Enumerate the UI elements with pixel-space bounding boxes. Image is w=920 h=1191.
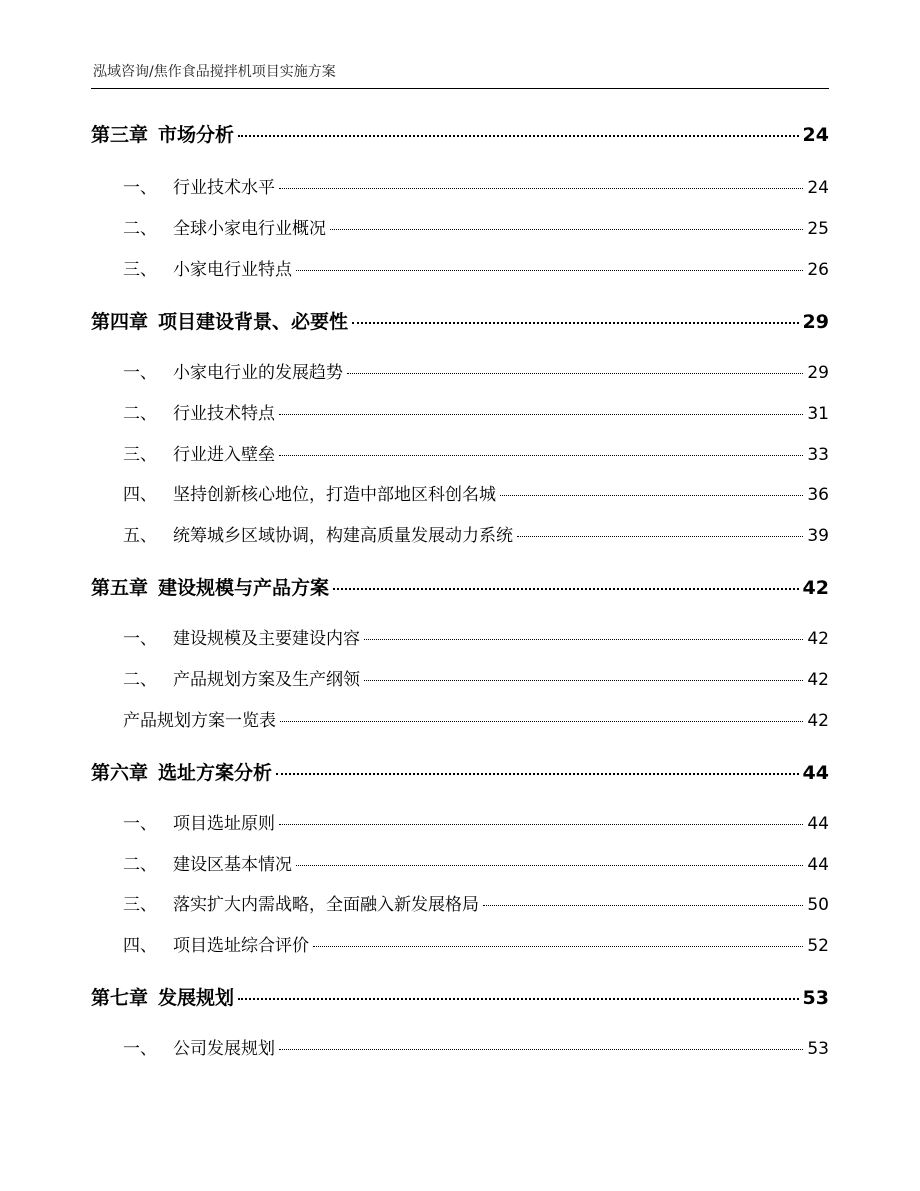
toc-section-entry[interactable]: [123, 934, 829, 958]
toc-entry-title: [91, 122, 234, 148]
toc-entry-text: 项目选址综合评价: [173, 936, 309, 956]
toc-entry-number: 第七章: [91, 987, 149, 1009]
toc-section-entry[interactable]: [123, 893, 829, 917]
toc-page-number: 53: [807, 1039, 829, 1059]
toc-entry-title: [123, 217, 326, 241]
toc-page-number: 25: [807, 219, 829, 239]
toc-entry-title: [123, 627, 360, 651]
toc-page-number: 36: [807, 485, 829, 505]
toc-entry-text: 建设规模及主要建设内容: [173, 629, 360, 649]
toc-entry-title: [123, 668, 360, 692]
toc-entry-number: 第五章: [91, 577, 149, 599]
toc-page-number: 29: [802, 311, 829, 333]
toc-entry-text: 选址方案分析: [158, 762, 273, 784]
toc-entry-text: 产品规划方案一览表: [123, 711, 276, 731]
toc-chapter-entry[interactable]: [91, 122, 829, 148]
toc-page-number: 44: [807, 855, 829, 875]
toc-page-number: 42: [807, 711, 829, 731]
dot-leader: [279, 414, 803, 415]
toc-page-number: 53: [802, 987, 829, 1009]
toc-entry-number: 三、: [123, 445, 157, 465]
toc-entry-title: [123, 893, 479, 917]
dot-leader: [279, 455, 803, 456]
toc-entry-title: [123, 361, 343, 385]
dot-leader: [280, 721, 803, 722]
toc-entry-text: 项目选址原则: [173, 814, 275, 834]
toc-entry-text: 公司发展规划: [173, 1039, 275, 1059]
toc-entry-text: 小家电行业特点: [173, 260, 292, 280]
toc-page-number: 24: [802, 124, 829, 146]
toc-section-entry[interactable]: [123, 1037, 829, 1061]
toc-entry-title: [123, 812, 275, 836]
dot-leader: [364, 639, 803, 640]
toc-entry-number: 二、: [123, 855, 157, 875]
toc-entry-number: 三、: [123, 895, 157, 915]
toc-page-number: 29: [807, 363, 829, 383]
dot-leader: [279, 1049, 803, 1050]
dot-leader: [276, 773, 799, 775]
toc-section-entry[interactable]: [123, 176, 829, 200]
toc-page-number: 44: [802, 762, 829, 784]
toc-section-entry[interactable]: [123, 443, 829, 467]
toc-entry-number: 二、: [123, 219, 157, 239]
toc-entry-text: 市场分析: [158, 124, 235, 146]
dot-leader: [238, 998, 799, 1000]
toc-section-entry[interactable]: [123, 361, 829, 385]
toc-section-entry[interactable]: [123, 709, 829, 733]
toc-entry-title: [91, 985, 234, 1011]
toc-entry-number: 二、: [123, 404, 157, 424]
toc-section-entry[interactable]: [123, 812, 829, 836]
toc-entry-number: 一、: [123, 1039, 157, 1059]
toc-page-number: 42: [807, 629, 829, 649]
toc-entry-title: [91, 760, 272, 786]
dot-leader: [333, 588, 799, 590]
dot-leader: [279, 824, 803, 825]
toc-entry-title: [123, 853, 292, 877]
toc-section-entry[interactable]: [123, 524, 829, 548]
toc-entry-text: 项目建设背景、必要性: [158, 311, 349, 333]
toc-entry-number: 五、: [123, 526, 157, 546]
toc-section-entry[interactable]: [123, 627, 829, 651]
toc-entry-title: [123, 176, 275, 200]
toc-section-entry[interactable]: [123, 668, 829, 692]
toc-entry-number: 一、: [123, 814, 157, 834]
toc-entry-text: 发展规划: [158, 987, 235, 1009]
toc-page-number: 39: [807, 526, 829, 546]
toc-entry-text: 行业技术特点: [173, 404, 275, 424]
toc-page-number: 31: [807, 404, 829, 424]
dot-leader: [517, 536, 803, 537]
dot-leader: [352, 322, 799, 324]
toc-section-entry[interactable]: [123, 853, 829, 877]
toc-page-number: 52: [807, 936, 829, 956]
toc-entry-text: 统筹城乡区域协调，构建高质量发展动力系统: [173, 526, 513, 546]
toc-page-number: 42: [807, 670, 829, 690]
toc-entry-text: 坚持创新核心地位，打造中部地区科创名城: [173, 485, 496, 505]
toc-section-entry[interactable]: [123, 217, 829, 241]
dot-leader: [279, 188, 803, 189]
running-header: 泓域咨询/焦作食品搅拌机项目实施方案: [93, 64, 336, 80]
toc-entry-title: [123, 709, 276, 733]
toc-entry-number: 第六章: [91, 762, 149, 784]
toc-chapter-entry[interactable]: [91, 575, 829, 601]
dot-leader: [296, 865, 803, 866]
toc-entry-title: [123, 483, 496, 507]
toc-page-number: 26: [807, 260, 829, 280]
toc-section-entry[interactable]: [123, 483, 829, 507]
toc-entry-title: [123, 402, 275, 426]
toc-entry-title: [91, 309, 348, 335]
toc-entry-number: 第四章: [91, 311, 149, 333]
toc-entry-title: [123, 1037, 275, 1061]
dot-leader: [313, 946, 803, 947]
toc-entry-text: 产品规划方案及生产纲领: [173, 670, 360, 690]
toc-page-number: 44: [807, 814, 829, 834]
toc-page-number: 24: [807, 178, 829, 198]
toc-page-number: 50: [807, 895, 829, 915]
toc-entry-number: 一、: [123, 629, 157, 649]
toc-entry-title: [123, 934, 309, 958]
toc-chapter-entry[interactable]: [91, 760, 829, 786]
dot-leader: [347, 373, 803, 374]
dot-leader: [483, 905, 803, 906]
toc-entry-number: 二、: [123, 670, 157, 690]
toc-entry-text: 落实扩大内需战略，全面融入新发展格局: [173, 895, 479, 915]
dot-leader: [364, 680, 803, 681]
toc-entry-title: [123, 258, 292, 282]
toc-entry-text: 建设区基本情况: [173, 855, 292, 875]
toc-entry-title: [123, 443, 275, 467]
toc-section-entry[interactable]: [123, 258, 829, 282]
dot-leader: [500, 495, 803, 496]
dot-leader: [330, 229, 803, 230]
toc-entry-number: 三、: [123, 260, 157, 280]
toc-entry-number: 第三章: [91, 124, 149, 146]
toc-entry-number: 四、: [123, 936, 157, 956]
toc-entry-text: 行业技术水平: [173, 178, 275, 198]
toc-section-entry[interactable]: [123, 402, 829, 426]
toc-entry-number: 一、: [123, 363, 157, 383]
toc-entry-number: 四、: [123, 485, 157, 505]
toc-entry-text: 小家电行业的发展趋势: [173, 363, 343, 383]
toc-entry-text: 行业进入壁垒: [173, 445, 275, 465]
toc-entry-title: [91, 575, 329, 601]
toc-entry-text: 建设规模与产品方案: [158, 577, 330, 599]
toc-entry-text: 全球小家电行业概况: [173, 219, 326, 239]
toc-chapter-entry[interactable]: [91, 985, 829, 1011]
dot-leader: [296, 270, 803, 271]
toc-entry-title: [123, 524, 513, 548]
toc-page-number: 33: [807, 445, 829, 465]
toc-chapter-entry[interactable]: [91, 309, 829, 335]
toc-entry-number: 一、: [123, 178, 157, 198]
dot-leader: [238, 135, 799, 137]
toc-page-number: 42: [802, 577, 829, 599]
